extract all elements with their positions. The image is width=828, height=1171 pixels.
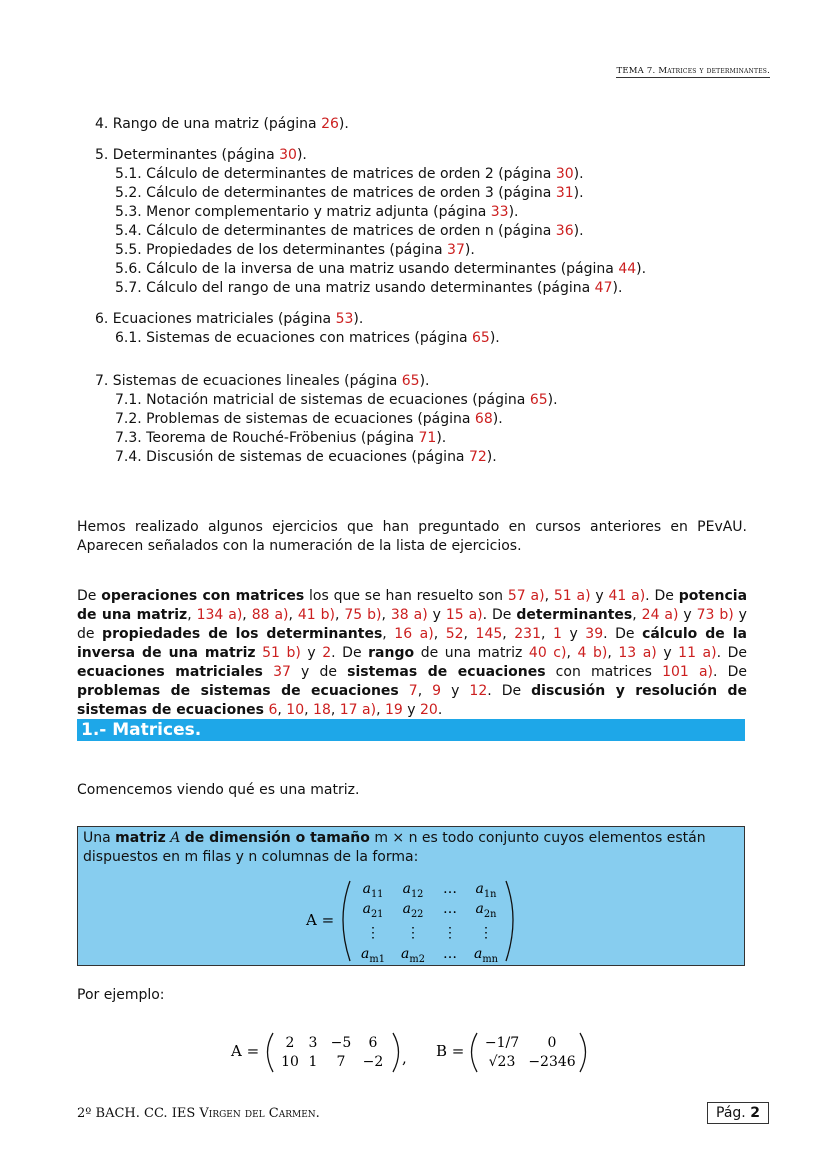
matrix-entry: ⋮	[479, 925, 493, 941]
toc-group	[95, 146, 646, 298]
matrix-entry: $a_{m2}$	[401, 946, 425, 965]
exercise-ref[interactable]: 20	[420, 702, 438, 718]
matrix-entry: −5	[330, 1035, 352, 1051]
exercise-ref[interactable]: 52	[445, 626, 464, 642]
page-number-box	[707, 1102, 769, 1124]
page-link[interactable]: 30	[555, 166, 574, 182]
page-link[interactable]: 31	[555, 185, 574, 201]
page-link[interactable]: 71	[418, 430, 437, 446]
exercise-ref[interactable]: 1	[553, 626, 562, 642]
exercise-ref[interactable]: 9	[432, 683, 442, 699]
comma: ,	[402, 1049, 407, 1067]
matrix-entry: −2	[362, 1054, 384, 1070]
matrix-entry: 3	[308, 1035, 318, 1051]
toc-item[interactable]: 7. Sistemas de ecuaciones lineales (página 65).	[95, 373, 430, 389]
matrix-entry: $a_{12}$	[402, 881, 424, 900]
example-matrices	[0, 1025, 828, 1085]
page-link[interactable]: 53	[335, 311, 354, 327]
toc-group	[95, 115, 646, 134]
matrix-entry: $a_{11}$	[362, 881, 384, 900]
toc-subitem[interactable]: 5.7. Cálculo del rango de una matriz usando determinantes (página 47).	[115, 280, 623, 296]
page-link[interactable]: 36	[555, 223, 574, 239]
page-link[interactable]: 65	[529, 392, 548, 408]
definition-text: Una matriz A de dimensión o tamaño m × n es todo conjunto cuyos elementos están dispuestos en m filas y n columnas de la forma:	[83, 830, 706, 865]
exercise-ref[interactable]: 88 a)	[251, 607, 289, 623]
exercise-ref[interactable]: 7	[408, 683, 418, 699]
exercise-ref[interactable]: 18	[313, 702, 331, 718]
matrix-b-right-paren	[580, 1033, 586, 1072]
matrix-entry: 7	[336, 1054, 346, 1070]
exercise-ref[interactable]: 4 b)	[577, 645, 608, 661]
toc-item[interactable]: 4. Rango de una matriz (página 26).	[95, 116, 349, 132]
page-link[interactable]: 72	[468, 449, 487, 465]
header-title: . Matrices y determinantes.	[652, 66, 770, 76]
page-link[interactable]: 65	[401, 373, 420, 389]
toc-group	[95, 310, 646, 348]
toc-subitem[interactable]: 7.3. Teorema de Rouché-Fröbenius (página 71).	[115, 430, 447, 446]
matrix-lhs: A =	[306, 911, 335, 929]
matrix-b-left-paren	[472, 1033, 478, 1072]
running-header	[616, 66, 770, 78]
exercise-ref[interactable]: 2	[322, 645, 332, 661]
intro-paragraph: Hemos realizado algunos ejercicios que han preguntado en cursos anteriores en PEvAU. Aparecen señalados con la numeración de la lista de ejercicios.	[77, 519, 747, 554]
exercise-ref[interactable]: 101 a)	[662, 664, 713, 680]
matrix-entry: $a_{2n}$	[475, 901, 497, 920]
toc-subitem[interactable]: 6.1. Sistemas de ecuaciones con matrices (página 65).	[115, 330, 500, 346]
toc-subitem[interactable]: 5.6. Cálculo de la inversa de una matriz usando determinantes (página 44).	[115, 261, 647, 277]
exercise-ref[interactable]: 17 a)	[339, 702, 377, 718]
toc-subitem[interactable]: 7.4. Discusión de sistemas de ecuaciones (página 72).	[115, 449, 497, 465]
definition-box	[77, 826, 745, 966]
exercise-ref[interactable]: 57 a)	[507, 588, 545, 604]
matrix-entry: $a_{1n}$	[475, 881, 497, 900]
matrix-entry: …	[443, 881, 457, 897]
exercise-ref[interactable]: 51 a)	[553, 588, 591, 604]
exercise-ref[interactable]: 145	[475, 626, 503, 642]
exercise-ref[interactable]: 38 a)	[390, 607, 428, 623]
exercise-ref[interactable]: 37	[273, 664, 291, 680]
footer-school: 2º BACH. CC. IES Virgen del Carmen.	[77, 1106, 320, 1121]
left-paren	[343, 881, 350, 961]
matrix-a-right-paren	[393, 1033, 399, 1072]
matrix-entry: $a_{mn}$	[474, 946, 498, 965]
page-link[interactable]: 37	[447, 242, 465, 258]
exercise-ref[interactable]: 39	[585, 626, 604, 642]
example-label: Por ejemplo:	[77, 987, 165, 1003]
toc-item[interactable]: 6. Ecuaciones matriciales (página 53).	[95, 311, 364, 327]
right-paren	[506, 881, 513, 961]
exercise-ref[interactable]: 13 a)	[618, 645, 657, 661]
page-link[interactable]: 33	[490, 204, 509, 220]
page-link[interactable]: 26	[321, 116, 339, 132]
page-label: Pág.	[716, 1105, 746, 1121]
matrix-b-lhs: B =	[436, 1042, 465, 1060]
exercise-ref[interactable]: 51 b)	[262, 645, 301, 661]
exercise-ref[interactable]: 41 a)	[608, 588, 646, 604]
exercise-ref[interactable]: 15 a)	[445, 607, 483, 623]
exercise-ref[interactable]: 16 a)	[394, 626, 434, 642]
exercise-ref[interactable]: 75 b)	[344, 607, 382, 623]
exercise-ref[interactable]: 10	[286, 702, 305, 718]
exercise-ref[interactable]: 24 a)	[641, 607, 679, 623]
matrix-entry: ⋮	[366, 925, 380, 941]
lead-text: Comencemos viendo qué es una matriz.	[77, 782, 360, 798]
matrix-entry: ⋮	[406, 925, 420, 941]
page-link[interactable]: 47	[594, 280, 613, 296]
matrix-entry: 10	[281, 1054, 299, 1070]
matrix-entry: −2346	[528, 1054, 576, 1070]
page-link[interactable]: 65	[472, 330, 490, 346]
matrix-entry: …	[443, 901, 457, 917]
matrix-entry: $a_{m1}$	[361, 946, 385, 965]
matrix-entry: $a_{22}$	[402, 901, 424, 920]
exercise-ref[interactable]: 11 a)	[678, 645, 717, 661]
exercise-ref[interactable]: 231	[514, 626, 541, 642]
exercises-paragraph: De operaciones con matrices los que se han resuelto son 57 a), 51 a) y 41 a). De potencia de una matriz, 134 a), 88 a), 41 b), 75 b), 38 a) y 15 a). De determinantes, 24 a) y 73 b) y de propiedades de los determinantes, 16 a), 52, 145, 231, 1 y 39. De cálculo de la inversa de una matriz 51 b) y 2. De rango de una matriz 40 c), 4 b), 13 a) y 11 a). De ecuaciones matriciales 37 y de sistemas de ecuaciones con matrices 101 a). De problemas de sistemas de ecuaciones 7, 9 y 12. De discusión y resolución de sistemas de ecuaciones 6, 10, 18, 17 a), 19 y 20.	[77, 588, 748, 718]
matrix-entry: …	[443, 946, 457, 962]
exercise-ref[interactable]: 41 b)	[297, 607, 335, 623]
matrix-entry: 0	[547, 1035, 557, 1051]
exercise-ref[interactable]: 40 c)	[528, 645, 567, 661]
toc-subitem[interactable]: 5.2. Cálculo de determinantes de matrices de orden 3 (página 31).	[115, 185, 584, 201]
table-of-contents	[95, 115, 646, 479]
matrix-entry: ⋮	[443, 925, 457, 941]
page-link[interactable]: 30	[279, 147, 297, 163]
matrix-entry: −1/7	[484, 1035, 520, 1051]
toc-subitem[interactable]: 7.2. Problemas de sistemas de ecuaciones (página 68).	[115, 411, 503, 427]
header-prefix: TEMA	[616, 66, 647, 76]
page-number: 2	[750, 1105, 760, 1121]
matrix-a-left-paren	[268, 1033, 274, 1072]
toc-subitem[interactable]: 5.4. Cálculo de determinantes de matrices de orden n (página 36).	[115, 223, 584, 239]
toc-subitem[interactable]: 5.3. Menor complementario y matriz adjunta (página 33).	[115, 204, 519, 220]
matrix-entry: 1	[308, 1054, 318, 1070]
toc-spacer	[95, 360, 646, 372]
exercise-ref[interactable]: 19	[384, 702, 403, 718]
toc-group	[95, 372, 646, 467]
matrix-a-lhs: A =	[231, 1042, 260, 1060]
header-num: 7	[646, 66, 653, 76]
page-link[interactable]: 44	[618, 261, 637, 277]
matrix-entry: √23	[488, 1054, 516, 1070]
section-heading: 1.- Matrices.	[77, 719, 745, 741]
toc-subitem[interactable]: 5.5. Propiedades de los determinantes (página 37).	[115, 242, 475, 258]
toc-subitem[interactable]: 7.1. Notación matricial de sistemas de ecuaciones (página 65).	[115, 392, 558, 408]
toc-item[interactable]: 5. Determinantes (página 30).	[95, 147, 307, 163]
matrix-entry: $a_{21}$	[362, 901, 384, 920]
exercise-ref[interactable]: 73 b)	[696, 607, 734, 623]
matrix-entry: 2	[285, 1035, 295, 1051]
exercise-ref[interactable]: 134 a)	[196, 607, 243, 623]
toc-subitem[interactable]: 5.1. Cálculo de determinantes de matrices de orden 2 (página 30).	[115, 166, 584, 182]
exercise-ref[interactable]: 12	[469, 683, 488, 699]
matrix-entry: 6	[368, 1035, 378, 1051]
general-matrix	[78, 827, 744, 965]
page-link[interactable]: 68	[474, 411, 493, 427]
exercise-ref[interactable]: 6	[268, 702, 278, 718]
